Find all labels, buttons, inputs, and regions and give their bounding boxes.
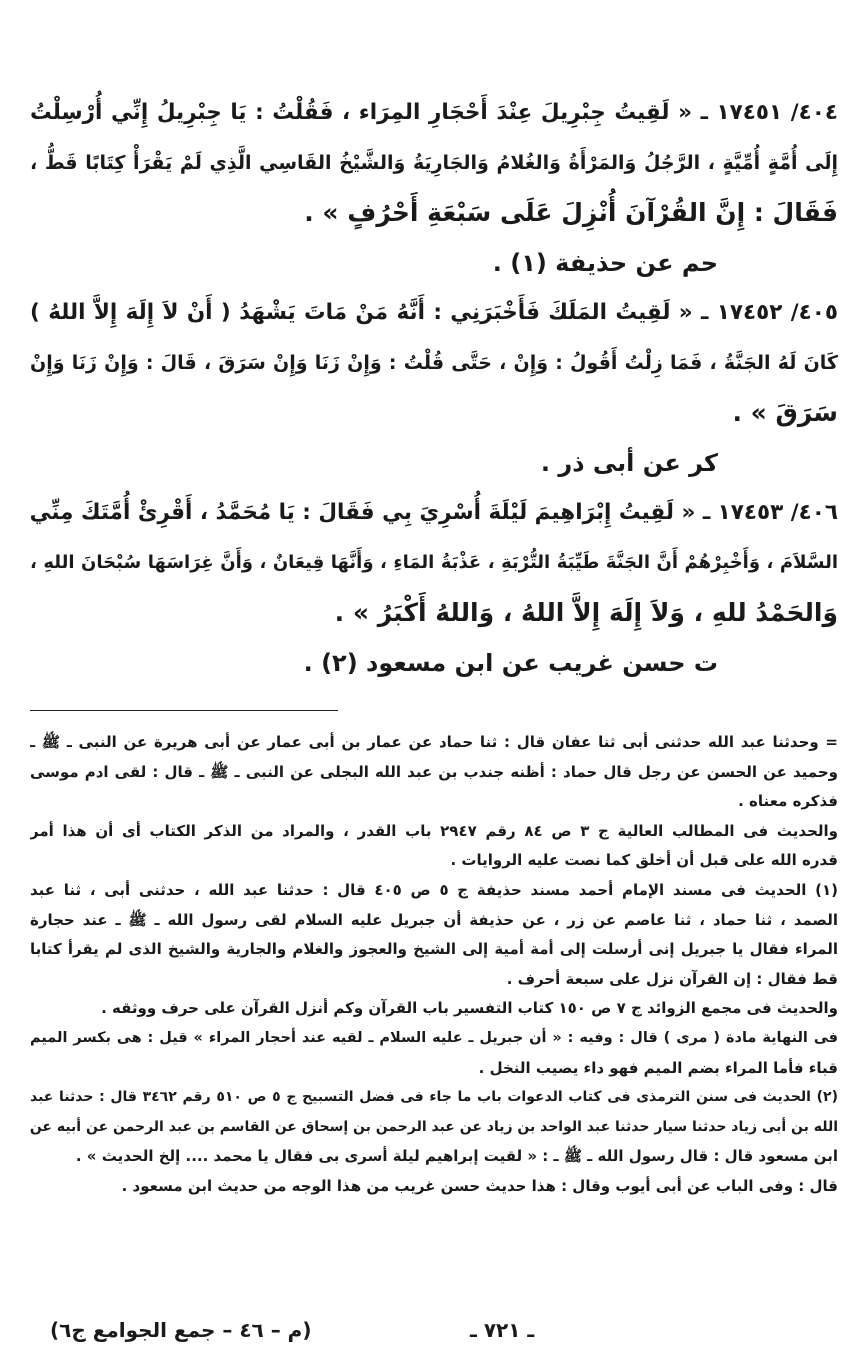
footnote-line: والحديث فى المطالب العالية ج ٣ ص ٨٤ رقم ٢٩٤٧ باب القدر ، والمراد من الذكر الكتاب أى أن هذا أمر xyxy=(30,821,838,840)
footnote-line: قدره الله على قبل أن أخلق كما نصت عليه الروايات . xyxy=(450,851,838,870)
footnote-1-line: قباء فأما المراء بضم الميم فهو داء يصيب النخل . xyxy=(478,1058,838,1077)
footnote-1-line: المراء فقال يا جبريل إنى أرسلت إلى أمة أمية إلى الشيخ والعجوز والغلام والجارية والشيخ الذى لم يقرأ كتابا xyxy=(30,940,838,959)
footnote-divider xyxy=(30,710,338,711)
footnote-line: فذكره معناه . xyxy=(738,792,838,811)
footnote-2-line: (٢) الحديث فى سنن الترمذى فى كتاب الدعوات باب ما جاء فى فضل التسبيح ج ٥ ص ٥١٠ رقم ٣٤٦٢ قال : حدثنا عبد xyxy=(30,1089,838,1106)
hadith-404-line-1: ٤٠٤/ ١٧٤٥١ ـ « لَقِيتُ جِبْرِيلَ عِنْدَ أَحْجَارِ المِرَاء ، فَقُلْتُ : يَا جِبْرِيلُ إِنِّي أُرْسِلْتُ xyxy=(30,100,838,125)
hadith-405-line-3: سَرَقَ » . xyxy=(732,398,838,427)
page-number: ـ ٧٢١ ـ xyxy=(470,1318,535,1342)
hadith-406-line-2: السَّلاَمَ ، وَأَخْبِرْهُمْ أَنَّ الجَنَّةَ طَيِّبَةُ التُّرْبَةِ ، عَذْبَةُ المَاءِ ، وَأَنَّهَا قِيعَانٌ ، وَأَنَّ غِرَاسَهَا سُبْحَانَ اللهِ ، xyxy=(30,552,838,573)
hadith-406-line-3: وَالحَمْدُ للهِ ، وَلاَ إِلَهَ إِلاَّ اللهُ ، وَاللهُ أَكْبَرُ » . xyxy=(334,598,838,627)
hadith-406-source: ت حسن غريب عن ابن مسعود (٢) . xyxy=(303,649,718,677)
footnote-1-line: والحديث فى مجمع الزوائد ج ٧ ص ١٥٠ كتاب التفسير باب القرآن وكم أنزل القرآن على حرف ووثقه . xyxy=(101,999,838,1018)
hadith-404-line-2: إِلَى أُمَّةٍ أُمِّيَّةٍ ، الرَّجُلُ وَالمَرْأَةُ وَالغُلامُ وَالجَارِيَةُ وَالشَّيْخُ القَاسِي الَّذِي لَمْ يَقْرَأْ كِتَابًا قَطُّ ، xyxy=(30,152,838,174)
footnote-1-line: فى النهاية مادة ( مرى ) قال : وفيه : « أن جبريل ـ عليه السلام ـ لقيه عند أحجار المراء » قيل : هى بكسر الميم xyxy=(30,1029,838,1046)
footnotes xyxy=(30,728,838,1202)
hadith-404-line-3: فَقَالَ : إِنَّ القُرْآنَ أُنْزِلَ عَلَى سَبْعَةِ أَحْرُفٍ » . xyxy=(304,198,838,227)
footnote-line: = وحدثنا عبد الله حدثنى أبى ثنا عفان قال : ثنا حماد عن عمار بن أبى عمار عن أبى هريرة عن النبى ـ ﷺ ـ xyxy=(30,733,838,751)
hadith-404-source: حم عن حذيفة (١) . xyxy=(492,249,718,277)
footnote-1-line: الصمد ، ثنا حماد ، ثنا عاصم عن زر ، عن حذيفة أن جبريل عليه السلام لقى رسول الله ـ ﷺ ـ عند حجارة xyxy=(30,910,838,929)
footnote-line: وحميد عن الحسن عن رجل قال حماد : أظنه جندب بن عبد الله البجلى عن النبى ـ ﷺ ـ قال : لقى ادم موسى xyxy=(30,762,838,781)
hadith-405-source: كر عن أبى ذر . xyxy=(540,449,718,477)
page-footer xyxy=(40,1314,828,1346)
print-signature: (م – ٤٦ – جمع الجوامع ج٦) xyxy=(50,1318,312,1342)
hadith-405-line-1: ٤٠٥/ ١٧٤٥٢ ـ « لَقِيتُ المَلَكَ فَأَخْبَرَنِي : أَنَّهُ مَنْ مَاتَ يَشْهَدُ ( أَنْ لاَ إِلَهَ إِلاَّ اللهُ ) xyxy=(30,300,838,325)
footnote-2-line: الله بن أبى زياد حدثنا سيار حدثنا عبد الواحد بن زياد عن عبد الرحمن بن إسحاق عن القاسم بن عبد الرحمن عن أبيه عن xyxy=(30,1118,838,1135)
footnote-2-line: قال : وفى الباب عن أبى أيوب وقال : هذا حديث حسن غريب من هذا الوجه من حديث ابن مسعود . xyxy=(121,1176,838,1195)
footnote-1-line: (١) الحديث فى مسند الإمام أحمد مسند حذيفة ج ٥ ص ٤٠٥ قال : حدثنا عبد الله ، حدثنى أبى ، ثنا عبد xyxy=(30,880,838,899)
main-text xyxy=(30,88,838,688)
footnote-1-line: قط فقال : إن القرآن نزل على سبعة أحرف . xyxy=(506,969,838,988)
hadith-406-line-1: ٤٠٦/ ١٧٤٥٣ ـ « لَقِيتُ إِبْرَاهِيمَ لَيْلَةَ أُسْرِيَ بِي فَقَالَ : يَا مُحَمَّدُ ، أَقْرِئْ أُمَّتَكَ مِنِّي xyxy=(30,500,838,525)
footnote-2-line: ابن مسعود قال : قال رسول الله ـ ﷺ ـ : « لقيت إبراهيم ليلة أسرى بى فقال يا محمد .... إلخ الحديث » . xyxy=(75,1147,838,1166)
hadith-405-line-2: كَانَ لَهُ الجَنَّةُ ، فَمَا زِلْتُ أَقُولُ : وَإِنْ ، حَتَّى قُلْتُ : وَإِنْ زَنَا وَإِنْ سَرَقَ ، قَالَ : وَإِنْ زَنَا وَإِنْ xyxy=(30,352,838,374)
